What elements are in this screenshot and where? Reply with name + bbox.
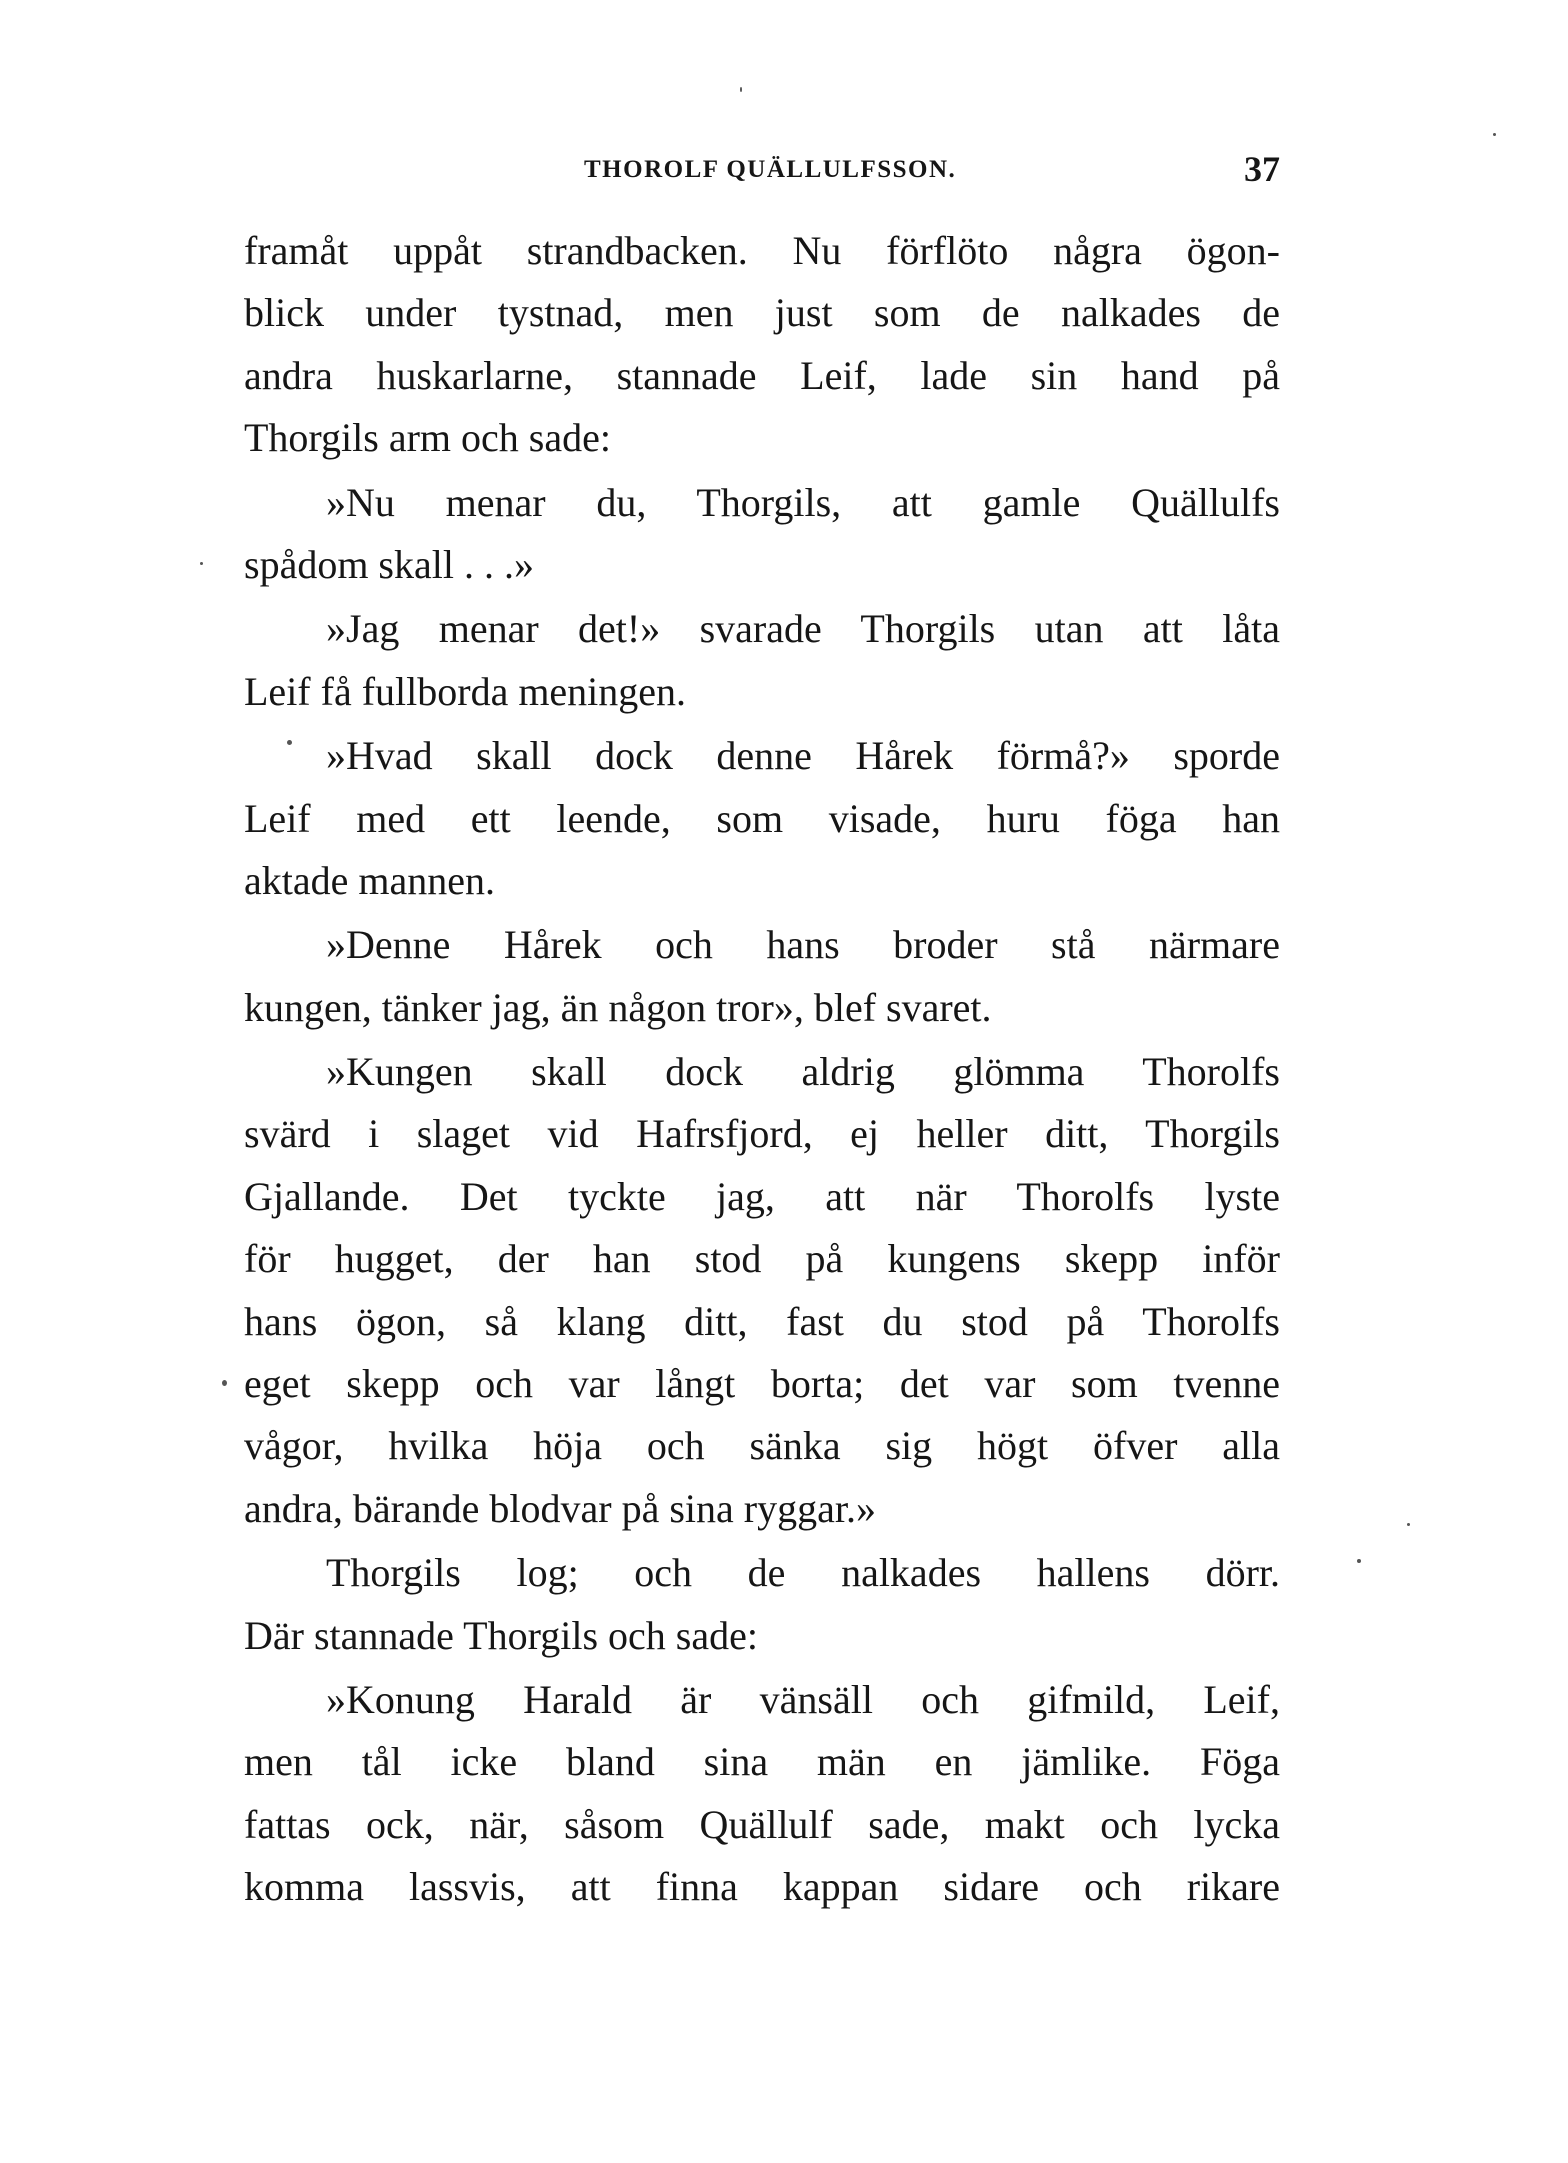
scan-speck (222, 1380, 227, 1386)
text-line: vågor, hvilka höja och sänka sig högt öfver alla (244, 1423, 1280, 1469)
text-line: spådom skall . . .» (244, 541, 534, 587)
text-line: »Denne Hårek och hans broder stå närmare (326, 922, 1280, 968)
text-line: Thorgils log; och de nalkades hallens dörr. (326, 1550, 1280, 1596)
text-line: »Hvad skall dock denne Hårek förmå?» sporde (326, 733, 1280, 779)
text-line: komma lassvis, att finna kappan sidare och rikare (244, 1864, 1280, 1910)
scan-speck (287, 740, 292, 745)
text-line: »Nu menar du, Thorgils, att gamle Quällulfs (326, 479, 1280, 525)
text-line: »Konung Harald är vänsäll och gifmild, Leif, (326, 1676, 1280, 1722)
text-line: »Jag menar det!» svarade Thorgils utan att låta (326, 606, 1280, 652)
text-line: för hugget, der han stod på kungens skepp inför (244, 1236, 1280, 1282)
text-line: Gjallande. Det tyckte jag, att när Thorolfs lyste (244, 1173, 1280, 1219)
text-line: Leif få fullborda meningen. (244, 668, 687, 714)
scan-speck (1357, 1559, 1361, 1563)
text-line: Där stannade Thorgils och sade: (244, 1612, 758, 1658)
text-line: aktade mannen. (244, 857, 495, 903)
page-number: 37 (1244, 149, 1280, 189)
running-head (244, 148, 1280, 194)
text-line: andra huskarlarne, stannade Leif, lade sin hand på (244, 352, 1280, 398)
text-line: »Kungen skall dock aldrig glömma Thorolfs (326, 1049, 1280, 1095)
text-line: men tål icke bland sina män en jämlike. Föga (244, 1739, 1280, 1785)
scan-speck (1407, 1523, 1410, 1526)
text-line: hans ögon, så klang ditt, fast du stod på Thorolfs (244, 1298, 1280, 1344)
text-line: svärd i slaget vid Hafrsfjord, ej heller ditt, Thorgils (244, 1111, 1280, 1157)
scan-speck (1493, 133, 1496, 136)
running-title: THOROLF QUÄLLULFSSON. (584, 156, 957, 183)
scan-speck (200, 562, 203, 565)
body-text (244, 220, 1280, 1919)
scan-speck (740, 87, 742, 92)
text-line: andra, bärande blodvar på sina ryggar.» (244, 1485, 876, 1531)
text-line: fattas ock, när, såsom Quällulf sade, makt och lycka (244, 1801, 1280, 1847)
text-line: kungen, tänker jag, än någon tror», blef svaret. (244, 984, 992, 1030)
text-line: Leif med ett leende, som visade, huru föga han (244, 795, 1280, 841)
text-line: Thorgils arm och sade: (244, 415, 611, 461)
text-line: eget skepp och var långt borta; det var som tvenne (244, 1361, 1280, 1407)
text-line: framåt uppåt strandbacken. Nu förflöto några ögon- (244, 228, 1280, 273)
text-line: blick under tystnad, men just som de nalkades de (244, 290, 1280, 336)
